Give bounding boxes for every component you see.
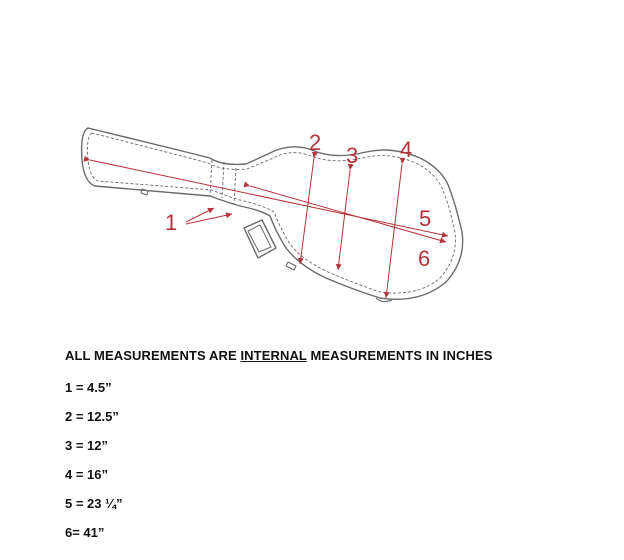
measurement-1: 1 = 4.5”	[65, 380, 112, 395]
measurement-notes	[65, 348, 493, 554]
callout-3: 3	[346, 143, 359, 168]
arrow-2	[300, 158, 314, 264]
arrow-4	[386, 164, 402, 298]
arrow-5	[250, 186, 446, 242]
measurement-5: 5 = 23 ¼”	[65, 496, 123, 511]
measurement-2: 2 = 12.5”	[65, 409, 119, 424]
callout-2: 2	[309, 130, 322, 155]
arrow-3	[338, 170, 350, 270]
arrow-1a	[186, 208, 214, 222]
callout-1: 1	[165, 210, 178, 235]
measurement-3: 3 = 12”	[65, 438, 109, 453]
heading-prefix: ALL MEASUREMENTS ARE	[65, 348, 241, 363]
heading-underlined-word: INTERNAL	[240, 348, 307, 363]
measurement-arrows	[90, 158, 448, 298]
arrow-6	[90, 160, 448, 236]
callout-4: 4	[400, 137, 413, 162]
callout-6: 6	[418, 246, 431, 271]
heading-suffix: MEASUREMENTS IN INCHES	[306, 348, 493, 363]
measurement-4: 4 = 16”	[65, 467, 109, 482]
notes-heading	[65, 348, 493, 363]
callout-5: 5	[419, 206, 432, 231]
measurement-6: 6= 41”	[65, 525, 105, 540]
